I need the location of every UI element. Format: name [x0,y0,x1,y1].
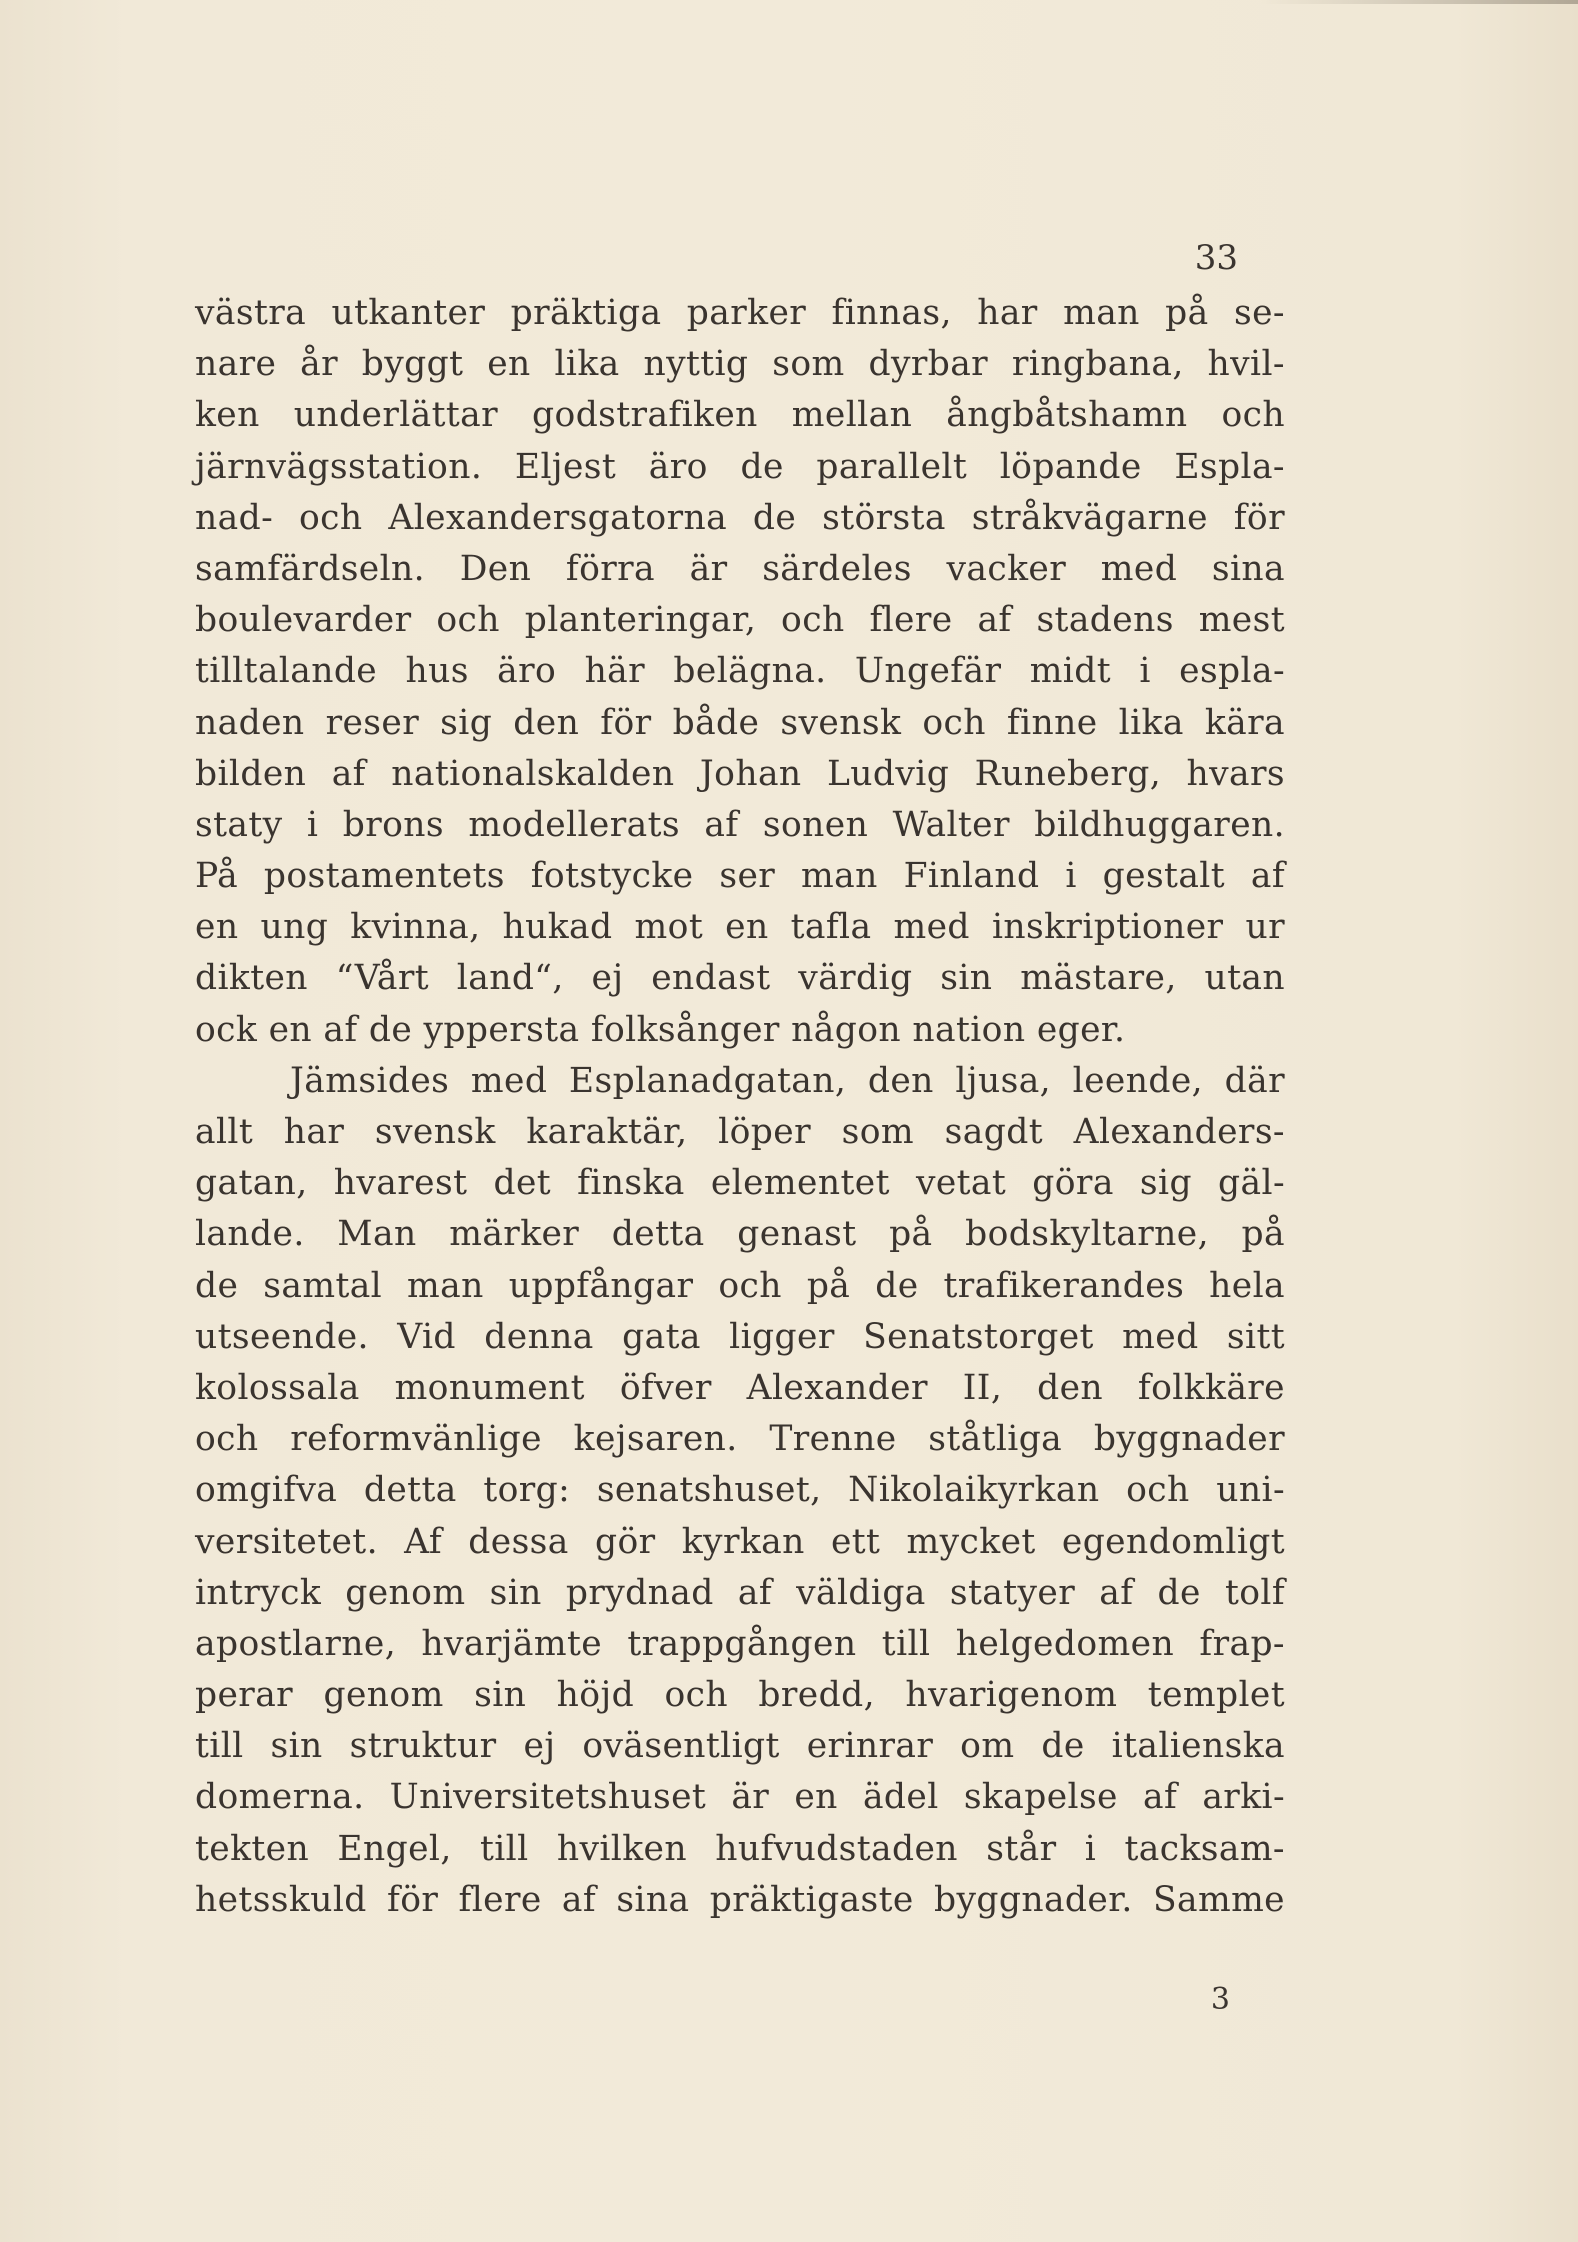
text-line: naden reser sig den för både svensk och finne lika kära [195,702,1285,743]
text-line: hetsskuld för flere af sina präktigaste byggnader. Samme [195,1879,1285,1920]
text-line: en ung kvinna, hukad mot en tafla med inskriptioner ur [195,907,1285,948]
text-line: utseende. Vid denna gata ligger Senatstorget med sitt [195,1316,1285,1357]
text-line: intryck genom sin prydnad af väldiga statyer af de tolf [195,1572,1285,1613]
text-line: domerna. Universitetshuset är en ädel skapelse af arki- [195,1777,1285,1818]
text-line: nare år byggt en lika nyttig som dyrbar ringbana, hvil- [195,344,1285,385]
text-line: västra utkanter präktiga parker finnas, har man på se- [195,293,1285,333]
text-line: staty i brons modellerats af sonen Walter bildhuggaren. [195,804,1285,845]
text-line: nad- och Alexandersgatorna de största stråkvägarne för [195,497,1285,538]
paragraph-start-line: Jämsides med Esplanadgatan, den ljusa, leende, där [290,1060,1285,1101]
text-line: bilden af nationalskalden Johan Ludvig Runeberg, hvars [195,753,1285,794]
text-line: tilltalande hus äro här belägna. Ungefär midt i espla- [195,651,1285,692]
page-number: 33 [1194,238,1238,278]
text-line: ken underlättar godstrafiken mellan ångbåtshamn och [195,395,1285,436]
text-line: tekten Engel, till hvilken hufvudstaden står i tacksam- [195,1828,1285,1869]
text-line: järnvägsstation. Eljest äro de parallelt löpande Espla- [195,446,1285,487]
text-line: perar genom sin höjd och bredd, hvarigenom templet [195,1675,1285,1716]
text-line: På postamentets fotstycke ser man Finland i gestalt af [195,856,1285,897]
body-text [195,288,1285,1926]
text-line: lande. Man märker detta genast på bodskyltarne, på [195,1214,1285,1255]
text-line: gatan, hvarest det finska elementet vetat göra sig gäl- [195,1163,1285,1204]
text-line: versitetet. Af dessa gör kyrkan ett mycket egendomligt [195,1521,1285,1562]
paragraph-end-line: ock en af de yppersta folksånger någon nation eger. [195,1009,1126,1050]
text-line: kolossala monument öfver Alexander II, den folkkäre [195,1367,1285,1408]
text-line: samfärdseln. Den förra är särdeles vacker med sina [195,548,1285,589]
text-line: och reformvänlige kejsaren. Trenne ståtliga byggnader [195,1419,1285,1460]
text-line: boulevarder och planteringar, och flere af stadens mest [195,600,1285,641]
signature-mark: 3 [1210,1982,1230,2017]
text-line: allt har svensk karaktär, löper som sagdt Alexanders- [195,1112,1285,1152]
text-line: omgifva detta torg: senatshuset, Nikolaikyrkan och uni- [195,1470,1285,1511]
text-line: till sin struktur ej oväsentligt erinrar om de italienska [195,1726,1285,1767]
text-line: apostlarne, hvarjämte trappgången till helgedomen frap- [195,1623,1285,1664]
page-edge-shadow [1260,0,1578,4]
text-line: de samtal man uppfångar och på de trafikerandes hela [195,1265,1285,1306]
text-line: dikten “Vårt land“, ej endast värdig sin mästare, utan [195,958,1285,999]
